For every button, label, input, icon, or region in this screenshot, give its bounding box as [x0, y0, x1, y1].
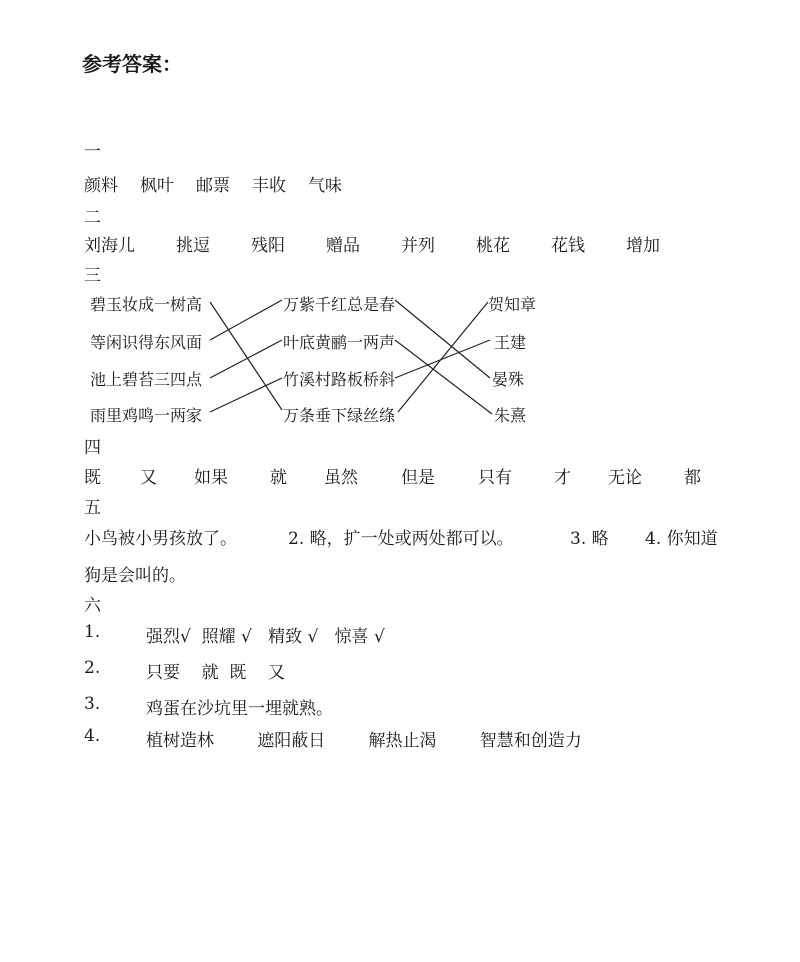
left-verse: 碧玉妆成一树高	[90, 295, 203, 314]
q2-word: 并列	[401, 236, 435, 256]
q4-word: 又	[140, 468, 157, 488]
section-1-heading: 一	[84, 142, 101, 162]
q4-word: 都	[684, 468, 701, 488]
section-6-heading: 六	[84, 596, 101, 616]
middle-verse: 万条垂下绿丝绦	[283, 406, 396, 425]
middle-verse: 叶底黄鹂一两声	[283, 333, 396, 352]
left-verse: 池上碧苔三四点	[90, 370, 203, 389]
section-4-heading: 四	[84, 438, 101, 458]
q4-word: 但是	[401, 468, 435, 488]
q1-word: 邮票	[196, 176, 230, 196]
middle-verse: 竹溪村路板桥斜	[283, 370, 396, 389]
q2-word: 桃花	[476, 236, 510, 256]
q6-text: 鸡蛋在沙坑里一埋就熟。	[146, 699, 333, 719]
section-5-heading: 五	[84, 498, 101, 518]
poet-name: 王建	[494, 333, 527, 352]
q5-answer-3: 3. 略	[570, 529, 609, 549]
q6-number: 4.	[84, 726, 101, 746]
q6-text: 强烈√ 照耀 √ 精致 √ 惊喜 √	[146, 627, 385, 647]
q4-word: 既	[84, 468, 101, 488]
section-3-heading: 三	[84, 266, 101, 286]
q6-number: 3.	[84, 694, 101, 714]
left-verse: 雨里鸡鸣一两家	[90, 406, 203, 425]
q4-word: 就	[270, 468, 287, 488]
q5-line2: 狗是会叫的。	[84, 566, 186, 586]
q1-word: 气味	[308, 176, 342, 196]
match-line	[210, 302, 282, 410]
q6-text: 植树造林 遮阳蔽日 解热止渴 智慧和创造力	[146, 731, 582, 751]
q4-word: 只有	[478, 468, 512, 488]
left-verse: 等闲识得东风面	[90, 333, 203, 352]
q5-answer-1: 小鸟被小男孩放了。	[84, 529, 237, 549]
match-line	[210, 300, 282, 340]
match-line	[398, 302, 488, 412]
section-2-heading: 二	[84, 208, 101, 228]
q1-word: 枫叶	[140, 176, 174, 196]
q4-word: 如果	[194, 468, 228, 488]
match-line	[395, 340, 492, 414]
match-line	[210, 378, 282, 412]
q1-word: 颜料	[84, 176, 118, 196]
q2-word: 刘海儿	[84, 236, 135, 256]
q5-answer-2: 2. 略，扩一处或两处都可以。	[288, 529, 514, 549]
q2-word: 增加	[626, 236, 660, 256]
match-line	[395, 300, 490, 378]
middle-verse: 万紫千红总是春	[283, 295, 396, 314]
q6-number: 2.	[84, 658, 101, 678]
poet-name: 朱熹	[494, 406, 527, 425]
q5-answer-4: 4. 你知道	[645, 529, 718, 549]
match-line	[395, 340, 490, 378]
q4-word: 虽然	[324, 468, 358, 488]
q4-word: 无论	[608, 468, 642, 488]
q6-text: 只要 就 既 又	[146, 663, 286, 683]
q2-word: 赠品	[326, 236, 360, 256]
q1-word: 丰收	[252, 176, 286, 196]
match-line	[210, 340, 282, 378]
page-title: 参考答案：	[82, 52, 182, 76]
poet-name: 贺知章	[488, 295, 537, 314]
q6-number: 1.	[84, 622, 101, 642]
q4-word: 才	[554, 468, 571, 488]
poet-name: 晏殊	[492, 370, 525, 389]
q2-word: 花钱	[551, 236, 585, 256]
q2-word: 挑逗	[176, 236, 210, 256]
q2-word: 残阳	[251, 236, 285, 256]
